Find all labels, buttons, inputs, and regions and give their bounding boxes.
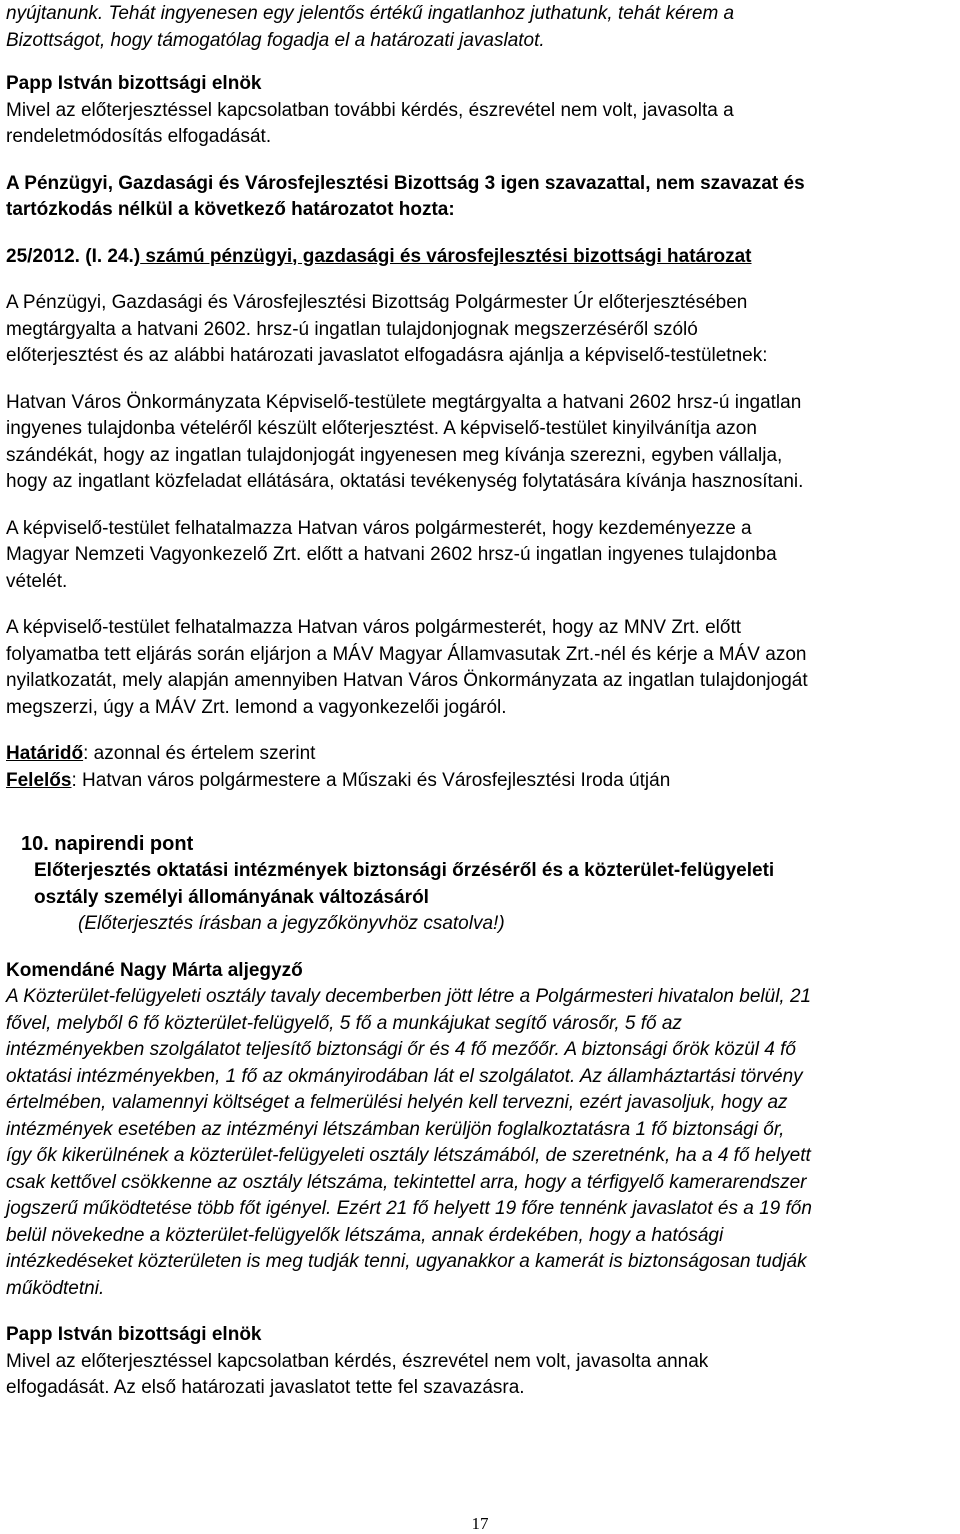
responsible-line: [6, 768, 954, 795]
text-line: intézkedéseket közterületen is meg tudják tenni, ugyanakkor a kamerát is biztonságosan tudják: [6, 1251, 807, 1272]
text-line: A Pénzügyi, Gazdasági és Városfejlesztési Bizottság Polgármester Úr előterjesztésében: [6, 292, 748, 313]
deadline-line: [6, 741, 954, 768]
text-line: értelmében, valamennyi költséget a felmerülési helyén kell tervezni, ezért javasoljuk, hogy az: [6, 1092, 788, 1113]
text-line: elfogadását. Az első határozati javaslatot tette fel szavazásra.: [6, 1377, 525, 1398]
responsible-value: : Hatvan város polgármestere a Műszaki és Városfejlesztési Iroda útján: [71, 769, 671, 791]
text-line: megszerzi, úgy a MÁV Zrt. lemond a vagyonkezelői jogáról.: [6, 696, 507, 718]
text-line: Hatvan Város Önkormányzata Képviselő-testülete megtárgyalta a hatvani 2602 hrsz-ú ingatlan: [6, 391, 802, 413]
agenda-item-note: [6, 911, 954, 938]
text-line: osztály személyi állományának változásáról: [34, 886, 429, 908]
text-line: A Közterület-felügyeleti osztály tavaly decemberben jött létre a Polgármesteri hivatalon belül, 21: [6, 986, 812, 1007]
page-number: 17: [471, 1514, 489, 1533]
resolution-paragraph-2: [6, 516, 954, 596]
text-line: folyamatba tett eljárás során eljárjon a MÁV Magyar Államvasutak Zrt.-nél és kérje a MÁV azon: [6, 643, 807, 665]
text-line: A képviselő-testület felhatalmazza Hatvan város polgármesterét, hogy az MNV Zrt. előtt: [6, 617, 741, 638]
text-line: oktatási intézményekben, 1 fő az okmányirodában lát el szolgálatot. Az államháztartási törvény: [6, 1065, 803, 1087]
text-line: Magyar Nemzeti Vagyonkezelő Zrt. előtt a hatvani 2602 hrsz-ú ingatlan ingyenes tulajdonba: [6, 544, 777, 565]
text-line: Mivel az előterjesztéssel kapcsolatban további kérdés, észrevétel nem volt, javasolta a: [6, 99, 734, 121]
text-line: nyújtanunk. Tehát ingyenesen egy jelentős értékű ingatlanhoz juthatunk, tehát kérem a: [6, 3, 735, 24]
text-line: megtárgyalta a hatvani 2602. hrsz-ú ingatlan tulajdonjognak megszerzéséről szóló: [6, 318, 698, 340]
agenda-item-title: [6, 858, 954, 911]
resolution-paragraph-3: [6, 615, 954, 721]
text-line: működtetni.: [6, 1277, 105, 1299]
document-page: [6, 0, 954, 1402]
agenda-item-number: 10. napirendi pont: [21, 833, 194, 855]
text-line: tartózkodás nélkül a következő határozatot hozta:: [6, 199, 455, 220]
paragraph-closing-plea: [6, 1, 954, 54]
text-line: Mivel az előterjesztéssel kapcsolatban kérdés, észrevétel nem volt, javasolta annak: [6, 1350, 709, 1372]
responsible-label: Felelős: [6, 769, 72, 791]
text-line: ingyenes tulajdonba vételéről készült előterjesztést. A képviselő-testület kinyilvánítja azon: [6, 418, 757, 439]
text-line: A képviselő-testület felhatalmazza Hatvan város polgármesterét, hogy kezdeményezze a: [6, 517, 752, 539]
text-line: vételét.: [6, 570, 68, 592]
text-line: fővel, melyből 6 fő közterület-felügyelő, 5 fő a munkájukat segítő városőr, 5 fő az: [6, 1012, 682, 1034]
speaker-name: Papp István bizottsági elnök: [6, 1324, 262, 1345]
vote-statement: [6, 171, 954, 224]
text-line: nyilatkozatát, mely alapján amennyiben Hatvan Város Önkormányzata az ingatlan tulajdonjogát: [6, 670, 808, 691]
text-line: így ők kikerülnének a közterület-felügyeleti osztály létszámából, de szeretnénk, ha a 4 fő helyett: [6, 1145, 811, 1166]
resolution-number: 25/2012. (I. 24.): [6, 245, 141, 267]
text-line: csak kettővel csökkenne az osztály létszáma, tekintettel arra, hogy a térfigyelő kamerarendszer: [6, 1171, 807, 1193]
text-line: Előterjesztés oktatási intézmények biztonsági őrzéséről és a közterület-felügyeleti: [34, 860, 775, 881]
text-line: jogszerű működtetése több főt igényel. Ezért 21 fő helyett 19 főre tennénk javaslatot és a 19 főn: [6, 1198, 812, 1219]
text-line: szándékát, hogy az ingatlan tulajdonjogát ingyenesen meg kívánja szerezni, egyben vállalja,: [6, 444, 783, 466]
text-line: hogy az ingatlant közfeladat ellátására, oktatási tevékenység folytatására kívánja hasznosítani.: [6, 471, 804, 492]
chair-remark-1: [6, 71, 954, 151]
vice-notary-remark: [6, 958, 954, 1303]
speaker-name: Papp István bizottsági elnök: [6, 73, 262, 94]
text-line: Bizottságot, hogy támogatólag fogadja el a határozati javaslatot.: [6, 29, 545, 51]
text-line: belül növekedne a közterület-felügyelők létszáma, annak érdekében, hogy a hatósági: [6, 1224, 724, 1246]
text-line: (Előterjesztés írásban a jegyzőkönyvhöz csatolva!): [78, 913, 505, 934]
text-line: intézmények esetében az intézményi létszámban kerüljön foglalkoztatásra 1 fő biztonsági őr,: [6, 1118, 785, 1140]
text-line: előterjesztést és az alábbi határozati javaslatot elfogadásra ajánlja a képviselő-testületnek:: [6, 345, 768, 366]
deadline-label: Határidő: [6, 743, 84, 764]
resolution-title: [6, 244, 954, 271]
speaker-name: Komendáné Nagy Márta aljegyző: [6, 959, 303, 981]
text-line: rendeletmódosítás elfogadását.: [6, 126, 272, 147]
agenda-item-heading: [6, 830, 954, 858]
resolution-paragraph-1: [6, 390, 954, 496]
deadline-value: : azonnal és értelem szerint: [83, 743, 316, 764]
resolution-intro: [6, 290, 954, 370]
text-line: intézményekben szolgálatot teljesítő biztonsági őr és 4 fő mezőőr. A biztonsági őrök közül 4 fő: [6, 1039, 796, 1060]
resolution-title-text: számú pénzügyi, gazdasági és városfejlesztési bizottsági határozat: [140, 245, 752, 267]
chair-remark-2: [6, 1322, 954, 1402]
text-line: A Pénzügyi, Gazdasági és Városfejlesztési Bizottság 3 igen szavazattal, nem szavazat és: [6, 172, 805, 194]
